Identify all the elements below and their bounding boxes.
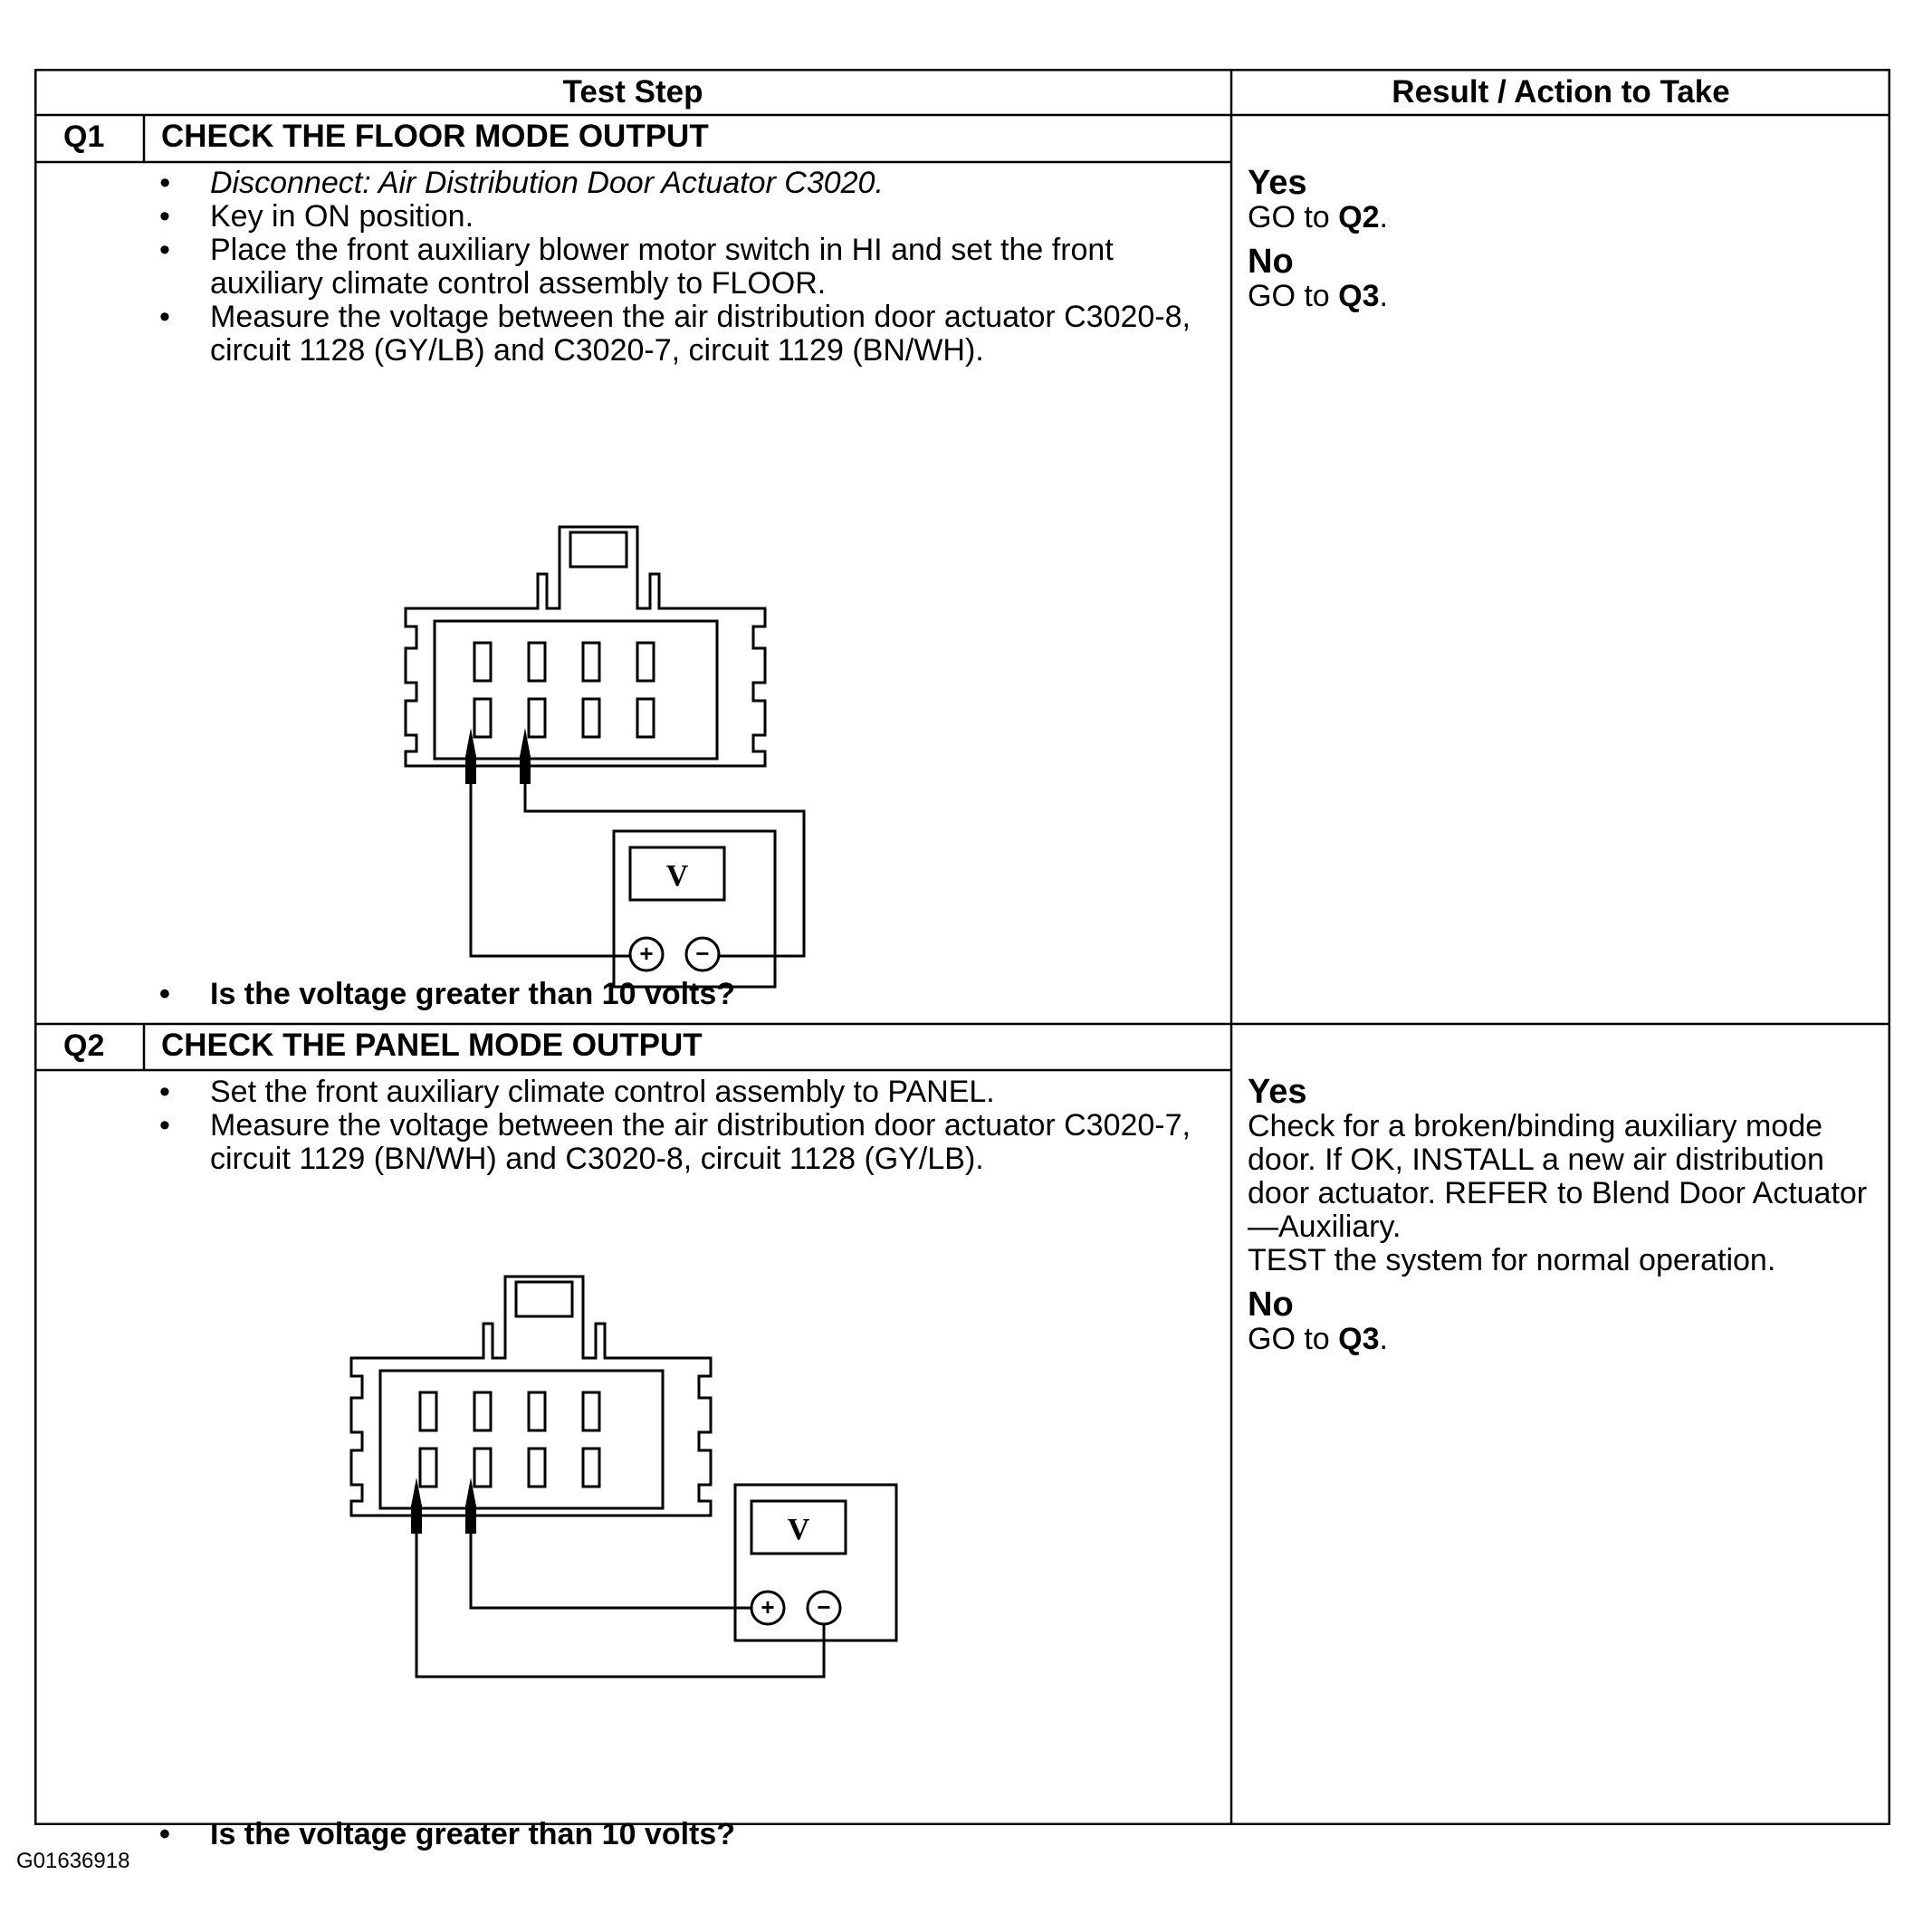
instruction-item: • Set the front auxiliary climate control assembly to PANEL. <box>159 1076 1191 1109</box>
goto-q3-link: Q3 <box>1338 1322 1380 1356</box>
goto-q2-link: Q2 <box>1338 200 1380 234</box>
result-no-label-q1: No <box>1248 243 1294 281</box>
meter-label-q2: V <box>787 1513 810 1546</box>
step-question-q2: • Is the voltage greater than 10 volts? <box>159 1817 1923 1852</box>
result-q2 <box>1248 1074 1886 1356</box>
result-no-label-q2: No <box>1248 1286 1294 1324</box>
step-title-q1: CHECK THE FLOOR MODE OUTPUT <box>161 119 709 154</box>
result-q1 <box>1248 165 1881 313</box>
meter-minus-q1: − <box>695 940 710 967</box>
result-no-action-q1: GO to Q3. <box>1248 279 1388 313</box>
meter-plus-q2: + <box>761 1593 775 1621</box>
result-yes-label-q1: Yes <box>1248 164 1307 202</box>
goto-q3-link: Q3 <box>1338 279 1380 313</box>
step-instructions-q2 <box>159 1076 1191 1176</box>
result-yes-label-q2: Yes <box>1248 1073 1307 1111</box>
instruction-item: • Key in ON position. <box>159 200 1191 234</box>
instruction-item: • Measure the voltage between the air distribution door actuator C3020-7, circuit 1129 (BN/WH) and C3020-8, circuit 1128 (GY/LB). <box>159 1109 1191 1176</box>
step-question-q1: • Is the voltage greater than 10 volts? <box>159 977 1923 1012</box>
header-result-action: Result / Action to Take <box>1392 74 1730 110</box>
instruction-item: • Disconnect: Air Distribution Door Actuator C3020. <box>159 167 1191 200</box>
instruction-item: • Place the front auxiliary blower motor switch in HI and set the front auxiliary climate control assembly to FLOOR. <box>159 234 1191 301</box>
step-title-q2: CHECK THE PANEL MODE OUTPUT <box>161 1028 703 1063</box>
result-yes-action2-q2: TEST the system for normal operation. <box>1248 1243 1776 1277</box>
figure-id: G01636918 <box>16 1849 130 1873</box>
step-id-q1: Q1 <box>63 120 105 154</box>
meter-label-q1: V <box>665 859 689 893</box>
result-no-action-q2: GO to Q3. <box>1248 1322 1388 1356</box>
meter-minus-q2: − <box>817 1593 831 1621</box>
result-yes-action-q2: Check for a broken/binding auxiliary mode door. If OK, INSTALL a new air distribution door actuator. REFER to Blend Door Actuator—Auxiliary. <box>1248 1109 1868 1244</box>
header-test-step: Test Step <box>562 74 703 110</box>
connector-voltmeter-diagram-q1 <box>387 449 822 992</box>
result-yes-action-q1: GO to Q2. <box>1248 200 1388 234</box>
instruction-item: • Measure the voltage between the air distribution door actuator C3020-8, circuit 1128 (GY/LB) and C3020-7, circuit 1129 (BN/WH). <box>159 301 1191 368</box>
diagnostic-table <box>34 69 1890 1851</box>
meter-plus-q1: + <box>639 940 654 967</box>
step-instructions-q1 <box>159 167 1191 368</box>
step-id-q2: Q2 <box>63 1028 105 1063</box>
connector-voltmeter-diagram-q2 <box>333 1264 931 1735</box>
